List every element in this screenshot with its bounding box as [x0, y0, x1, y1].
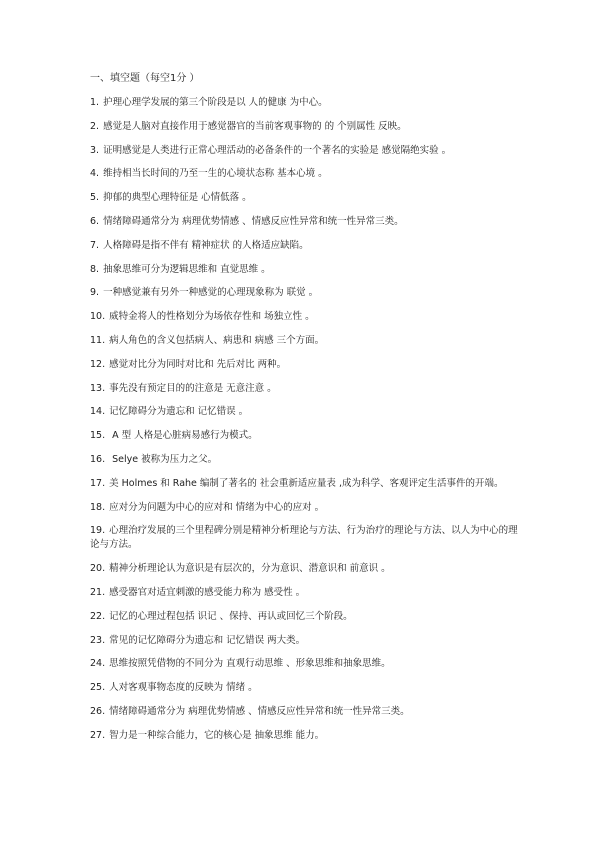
- question-item: [90, 501, 520, 525]
- question-text: 事先没有预定目的的注意是 无意注意 。: [109, 382, 277, 394]
- question-number: 14.: [90, 406, 106, 418]
- question-item: [90, 524, 520, 552]
- question-number: 21.: [90, 586, 106, 598]
- question-item: [90, 120, 520, 144]
- question-item: [90, 729, 520, 753]
- question-number: 15.: [90, 430, 106, 442]
- question-item: [90, 610, 520, 634]
- question-text: 智力是一种综合能力，它的核心是 抽象思维 能力。: [109, 729, 325, 741]
- question-number: 18.: [90, 501, 106, 513]
- question-number: 26.: [90, 705, 106, 717]
- question-number: 13.: [90, 382, 106, 394]
- question-item: [90, 334, 520, 358]
- question-text: 思维按照凭借物的不同分为 直观行动思维 、形象思维和抽象思维。: [109, 658, 391, 670]
- question-text: 美 Holmes 和 Rahe 编制了著名的 社会重新适应量表 ,成为科学、客观评定生活事件的开端。: [109, 477, 504, 489]
- question-number: 3.: [90, 144, 100, 156]
- question-number: 1.: [90, 97, 100, 108]
- question-text: 感觉对比分为同时对比和 先后对比 两种。: [109, 358, 287, 370]
- question-number: 24.: [90, 658, 106, 670]
- question-item: [90, 477, 520, 501]
- question-number: 11.: [90, 334, 106, 346]
- question-number: 12.: [90, 358, 106, 370]
- question-number: 22.: [90, 610, 106, 622]
- question-item: [90, 657, 520, 681]
- question-item: [90, 263, 520, 287]
- question-text: 一种感觉兼有另外一种感觉的心理现象称为 联觉 。: [103, 287, 319, 299]
- question-text: 常见的记忆障碍分为遗忘和 记忆错误 两大类。: [109, 634, 306, 646]
- question-text: 心理治疗发展的三个里程碑分别是精神分析理论与方法、行为治疗的理论与方法、以人为中心的理论与方法。: [90, 525, 518, 551]
- question-number: 6.: [90, 215, 100, 227]
- question-number: 20.: [90, 563, 106, 575]
- question-text: 抽象思维可分为逻辑思维和 直觉思维 。: [103, 263, 271, 275]
- question-item: [90, 453, 520, 477]
- question-number: 27.: [90, 729, 106, 741]
- question-text: 精神分析理论认为意识是有层次的，分为意识、潜意识和 前意识 。: [109, 563, 391, 575]
- question-number: 17.: [90, 477, 106, 489]
- question-text: 情绪障碍通常分为 病理优势情感 、情感反应性异常和统一性异常三类。: [109, 705, 410, 717]
- question-number: 8.: [90, 263, 100, 275]
- question-text: 抑郁的典型心理特征是 心情低落 。: [103, 192, 252, 204]
- question-text: 感觉是人脑对直接作用于感觉器官的当前客观事物的 的 个别属性 反映。: [103, 120, 407, 132]
- question-item: [90, 310, 520, 334]
- question-item: [90, 562, 520, 586]
- question-number: 23.: [90, 634, 106, 646]
- section-title: 一、填空题（每空1分 ）: [90, 73, 200, 84]
- question-number: 4.: [90, 168, 100, 180]
- question-item: [90, 239, 520, 263]
- question-item: [90, 144, 520, 168]
- question-number: 7.: [90, 239, 100, 251]
- question-text: 人对客观事物态度的反映为 情绪 。: [109, 682, 258, 694]
- question-item: [90, 634, 520, 658]
- question-text: A 型 人格是心脏病易感行为模式。: [109, 430, 258, 442]
- question-item: [90, 429, 520, 453]
- question-item: [90, 191, 520, 215]
- question-list: [90, 96, 520, 753]
- question-item: [90, 382, 520, 406]
- question-number: 16.: [90, 453, 106, 465]
- question-item: [90, 215, 520, 239]
- question-number: 2.: [90, 120, 100, 132]
- question-text: 情绪障碍通常分为 病理优势情感 、情感反应性异常和统一性异常三类。: [103, 215, 404, 227]
- question-item: [90, 96, 520, 120]
- question-item: [90, 705, 520, 729]
- question-number: 10.: [90, 311, 106, 323]
- question-text: 感受器官对适宜刺激的感受能力称为 感受性 。: [109, 586, 306, 598]
- question-number: 19.: [90, 525, 106, 537]
- question-number: 5.: [90, 192, 100, 204]
- question-item: [90, 586, 520, 610]
- question-text: 记忆障碍分为遗忘和 记忆错误 。: [109, 406, 249, 418]
- question-text: 威特金将人的性格划分为场依存性和 场独立性 。: [109, 311, 315, 323]
- question-text: Selye 被称为压力之父。: [109, 453, 218, 465]
- question-item: [90, 405, 520, 429]
- question-text: 护理心理学发展的第三个阶段是以 人的健康 为中心。: [103, 97, 328, 108]
- question-item: [90, 681, 520, 705]
- question-item: [90, 167, 520, 191]
- question-item: [90, 358, 520, 382]
- question-text: 维持相当长时间的乃至一生的心境状态称 基本心境 。: [103, 168, 328, 180]
- question-text: 记忆的心理过程包括 识记 、保持、再认或回忆三个阶段。: [109, 610, 353, 622]
- question-item: [90, 286, 520, 310]
- question-text: 证明感觉是人类进行正常心理活动的必备条件的一个著名的实验是 感觉隔绝实验 。: [103, 144, 452, 156]
- question-text: 病人角色的含义包括病人、病患和 病感 三个方面。: [109, 334, 325, 346]
- question-text: 应对分为问题为中心的应对和 情绪为中心的应对 。: [109, 501, 325, 513]
- question-text: 人格障碍是指不伴有 精神症状 的人格适应缺陷。: [103, 239, 309, 251]
- question-number: 25.: [90, 682, 106, 694]
- question-number: 9.: [90, 287, 100, 299]
